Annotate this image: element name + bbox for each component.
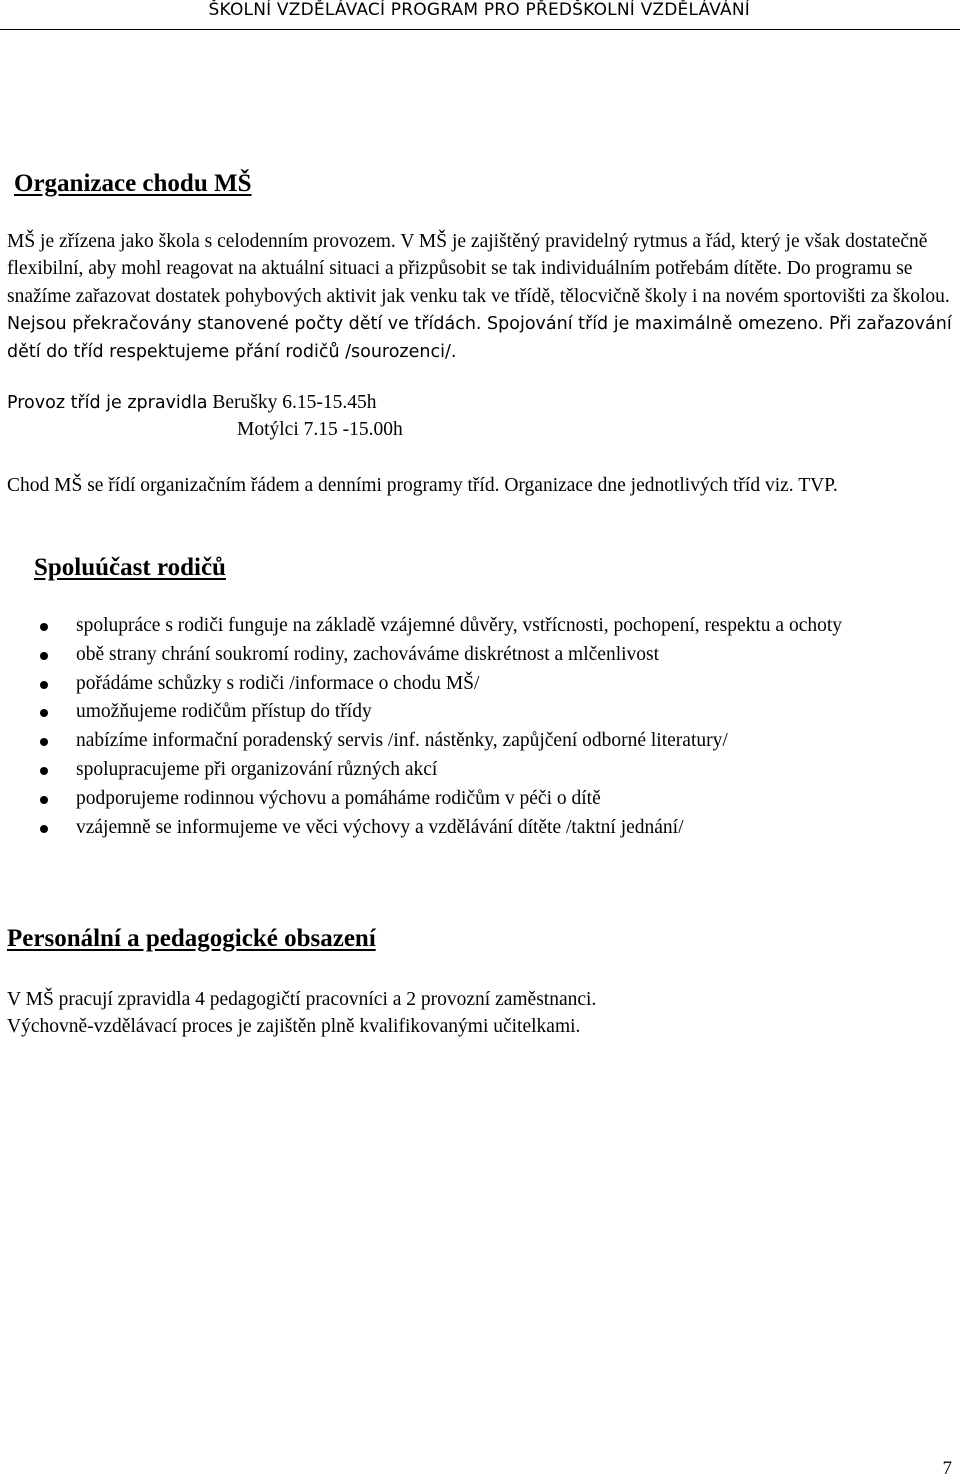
list-item [0,612,960,641]
hours-line-2 [237,419,403,441]
bullet-icon [40,681,48,689]
list-item-text: nabízíme informační poradenský servis /inf. nástěnky, zapůjčení odborné literatury/ [76,730,728,752]
bullet-icon [40,623,48,631]
hours-intro: Provoz tříd je zpravidla [7,393,208,413]
list-item [0,727,960,756]
running-header [0,0,960,30]
parent-cooperation-list [0,612,960,842]
list-item [0,698,960,727]
list-item [0,756,960,785]
hours-class-beruska: Berušky 6.15-15.45h [212,392,377,413]
list-item-text: spolupráce s rodiči funguje na základě vzájemné důvěry, vstřícnosti, pochopení, respektu a ochoty [76,615,843,636]
list-item [0,814,960,843]
list-item [0,641,960,670]
list-item [0,670,960,699]
list-item-text: obě strany chrání soukromí rodiny, zachováváme diskrétnost a mlčenlivost [76,643,660,665]
hours-class-motylci: Motýlci 7.15 -15.00h [237,419,403,440]
paragraph-organizace-part-a: MŠ je zřízena jako škola s celodenním provozem. V MŠ je zajištěný pravidelný rytmus a řád, který je však dostatečně flexibilní, aby mohl reagovat na aktuální situaci a přizpůsobit se tak individuálním potřebám dítěte. Do programu se snažíme zařazovat dostatek pohybových aktivit jak venku tak ve třídě, tělocvičně školy i na novém sportovišti za školou. [7,231,950,307]
bullet-icon [40,652,48,660]
section-title-organizace: Organizace chodu MŠ [14,170,252,197]
paragraph-personalni [7,986,952,1041]
bullet-icon [40,709,48,717]
list-item-text: vzájemně se informujeme ve věci výchovy a vzdělávání dítěte /taktní jednání/ [76,816,684,838]
paragraph-organizace-part-b: Nejsou překračovány stanovené počty dětí ve třídách. Spojování tříd je maximálně omezeno. Při zařazování dětí do tříd respektujeme přání rodičů /sourozenci/. [7,313,952,363]
list-item-text: podporujeme rodinnou výchovu a pomáháme rodičům v péči o dítě [76,787,601,809]
page-number: 7 [942,1458,952,1479]
section-title-spoluucast: Spoluúčast rodičů [34,554,226,581]
personalni-line-2: Výchovně-vzdělávací proces je zajištěn plně kvalifikovanými učitelkami. [7,1016,581,1038]
bullet-icon [40,825,48,833]
paragraph-organizace [7,228,952,366]
section-title-personalni: Personální a pedagogické obsazení [7,925,376,952]
paragraph-chod [7,472,952,499]
bullet-icon [40,767,48,775]
list-item-text: spolupracujeme při organizování různých akcí [76,758,438,780]
personalni-line-1: V MŠ pracují zpravidla 4 pedagogičtí pracovníci a 2 provozní zaměstnanci. [7,989,597,1010]
list-item-text: pořádáme schůzky s rodiči /informace o chodu MŠ/ [76,672,480,694]
paragraph-chod-text: Chod MŠ se řídí organizačním řádem a denními programy tříd. Organizace dne jednotlivých tříd viz. [7,475,794,496]
hours-line-1 [7,392,376,414]
bullet-icon [40,738,48,746]
running-header-text: ŠKOLNÍ VZDĚLÁVACÍ PROGRAM PRO PŘEDŠKOLNÍ VZDĚLÁVÁNÍ [208,0,750,20]
paragraph-chod-tvp: TVP. [798,475,838,496]
list-item-text: umožňujeme rodičům přístup do třídy [76,701,372,723]
list-item [0,785,960,814]
bullet-icon [40,796,48,804]
